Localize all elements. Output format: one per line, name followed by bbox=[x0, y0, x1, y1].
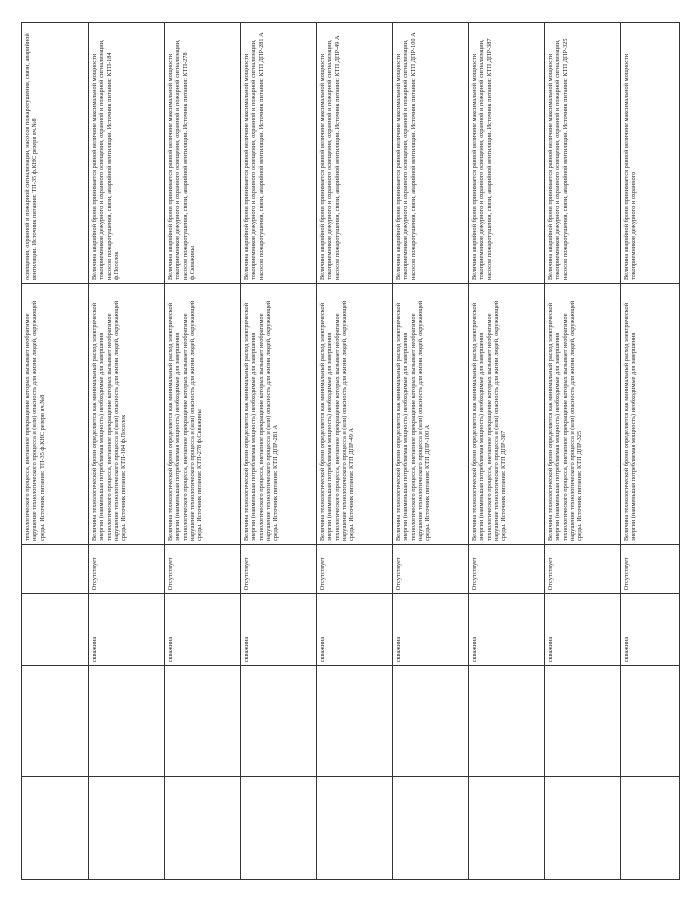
table-cell-status: Отсутствует bbox=[621, 545, 680, 594]
table-cell-emergency-reserve: Величина аварийной брони принимается равной величине максимальной мощности токоприемников дежурного и охранного освещения, охранной и пожарной сигнализации, насосов пожаротушения, связи, аварийной вентиляции. Источник питания: КТП-184 ф.Поселок bbox=[89, 23, 165, 284]
table-row bbox=[241, 23, 317, 880]
table-cell-empty bbox=[545, 666, 621, 777]
table-cell-status: Отсутствует bbox=[393, 545, 469, 594]
table-cell-type: скважина bbox=[545, 594, 621, 666]
table-cell-status: Отсутствует bbox=[241, 545, 317, 594]
table-cell-status: Отсутствует bbox=[469, 545, 545, 594]
table-cell-emergency-reserve: Величина аварийной брони принимается равной величине максимальной мощности токоприемников дежурного и охранного освещения, охранной и пожарной сигнализации, насосов пожаротушения, связи, аварийной вентиляции. Источник питания: КТП ДПР-281 А bbox=[241, 23, 317, 284]
table-cell-tech-reserve: Величина технологической брони определяется как минимальный расход электрической энергии (наименьшая потребляемая мощность) необходимые для завершения bbox=[621, 284, 680, 545]
table-cell-empty bbox=[165, 666, 241, 777]
table-row bbox=[317, 23, 393, 880]
table-cell-status: Отсутствует bbox=[545, 545, 621, 594]
table-cell-empty bbox=[621, 777, 680, 880]
table-cell-type: скважина bbox=[469, 594, 545, 666]
table-cell-empty bbox=[545, 777, 621, 880]
table-cell-empty bbox=[469, 666, 545, 777]
table-row bbox=[89, 23, 165, 880]
table-cell-empty bbox=[89, 666, 165, 777]
table-cell-emergency-reserve: Величина аварийной брони принимается равной величине максимальной мощности токоприемников дежурного и охранного освещения, охранной и пожарной сигнализации, насосов пожаротушения, связи, аварийной вентиляции. Источник питания: КТП ДПР-100 А bbox=[393, 23, 469, 284]
table-cell-type: скважина bbox=[317, 594, 393, 666]
table-cell-emergency-reserve: Величина аварийной брони принимается равной величине максимальной мощности токоприемников дежурного и охранного освещения, охранной и пожарной сигнализации, насосов пожаротушения, связи, аварийной вентиляции. Источник питания: КТП ДПР-325 bbox=[545, 23, 621, 284]
table-cell-tech-reserve: Величина технологической брони определяется как минимальный расход электрической энергии (наименьшая потребляемая мощность) необходимые для завершения технологического процесса, внезапное прекращение которых вызывает необратимое нарушение технологического процесса и (или) опасность для жизни людей, окружающей среды. Источник питания: КТП ДПР-325 bbox=[545, 284, 621, 545]
table-cell-empty bbox=[22, 777, 89, 880]
table-cell-empty bbox=[241, 666, 317, 777]
table-cell-type: скважина bbox=[241, 594, 317, 666]
table-cell-tech-reserve: Величина технологической брони определяется как минимальный расход электрической энергии (наименьшая потребляемая мощность) необходимые для завершения технологического процесса, внезапное прекращение которых вызывает необратимое нарушение технологического процесса и (или) опасность для жизни людей, окружающей среды. Источник питания: КТП ДПР-281 А bbox=[241, 284, 317, 545]
table-cell-emergency-reserve: Величина аварийной брони принимается равной величине максимальной мощности токоприемников дежурного и охранного освещения, охранной и пожарной сигнализации, насосов пожаротушения, связи, аварийной вентиляции. Источник питания: КТП ДПР-49 А bbox=[317, 23, 393, 284]
table-cell-empty bbox=[89, 777, 165, 880]
table-cell-status bbox=[22, 545, 89, 594]
table-cell-emergency-reserve: Величина аварийной брони принимается равной величине максимальной мощности токоприемников дежурного и охранного bbox=[621, 23, 680, 284]
table-cell-tech-reserve: Величина технологической брони определяется как минимальный расход электрической энергии (наименьшая потребляемая мощность) необходимые для завершения технологического процесса, внезапное прекращение которых вызывает необратимое нарушение технологического процесса и (или) опасность для жизни людей, окружающей среды. Источник питания: КТП-278 ф.Скважины bbox=[165, 284, 241, 545]
table-cell-empty bbox=[317, 777, 393, 880]
table-cell-empty bbox=[393, 777, 469, 880]
table-cell-status: Отсутствует bbox=[89, 545, 165, 594]
table-row bbox=[621, 23, 680, 880]
table-cell-status: Отсутствует bbox=[317, 545, 393, 594]
table-cell-tech-reserve: технологического процесса, внезапное прекращение которых вызывает необратимое нарушение технологического процесса и (или) опасность для жизни людей, окружающей среды. Источник питания: ТП-35 ф.КНС резерв яч.№8 bbox=[22, 284, 89, 545]
table-cell-type: скважина bbox=[621, 594, 680, 666]
table-row bbox=[545, 23, 621, 880]
table-cell-type: скважина bbox=[165, 594, 241, 666]
table-cell-empty bbox=[22, 666, 89, 777]
table-cell-empty bbox=[469, 777, 545, 880]
table-cell-emergency-reserve: освещения, охранной и пожарной сигнализации, насосов пожаротушения, связи, аварийной вентиляции. Источник питания: ТП-35 ф.КНС резерв яч.№8 bbox=[22, 23, 89, 284]
table-cell-type: скважина bbox=[89, 594, 165, 666]
table-row bbox=[22, 23, 89, 880]
table-cell-emergency-reserve: Величина аварийной брони принимается равной величине максимальной мощности токоприемников дежурного и охранного освещения, охранной и пожарной сигнализации, насосов пожаротушения, связи, аварийной вентиляции. Источник питания: КТП-278 ф.Скважины bbox=[165, 23, 241, 284]
table-cell-type bbox=[22, 594, 89, 666]
table-cell-emergency-reserve: Величина аварийной брони принимается равной величине максимальной мощности токоприемников дежурного и охранного освещения, охранной и пожарной сигнализации, насосов пожаротушения, связи, аварийной вентиляции. Источник питания: КТП ДПР-387 bbox=[469, 23, 545, 284]
table-cell-tech-reserve: Величина технологической брони определяется как минимальный расход электрической энергии (наименьшая потребляемая мощность) необходимые для завершения технологического процесса, внезапное прекращение которых вызывает необратимое нарушение технологического процесса и (или) опасность для жизни людей, окружающей среды. Источник питания: КТП ДПР-49 А bbox=[317, 284, 393, 545]
table-cell-empty bbox=[241, 777, 317, 880]
table-row bbox=[393, 23, 469, 880]
rotated-page bbox=[21, 22, 638, 880]
table-row bbox=[469, 23, 545, 880]
table-cell-tech-reserve: Величина технологической брони определяется как минимальный расход электрической энергии (наименьшая потребляемая мощность) необходимые для завершения технологического процесса, внезапное прекращение которых вызывает необратимое нарушение технологического процесса и (или) опасность для жизни людей, окружающей среды. Источник питания: КТП ДПР-100 А bbox=[393, 284, 469, 545]
table-cell-empty bbox=[393, 666, 469, 777]
table-cell-status: Отсутствует bbox=[165, 545, 241, 594]
table-cell-empty bbox=[317, 666, 393, 777]
table-cell-type: скважина bbox=[393, 594, 469, 666]
table-cell-tech-reserve: Величина технологической брони определяется как минимальный расход электрической энергии (наименьшая потребляемая мощность) необходимые для завершения технологического процесса, внезапное прекращение которых вызывает необратимое нарушение технологического процесса и (или) опасность для жизни людей, окружающей среды. Источник питания: КТП-184 ф.Поселок bbox=[89, 284, 165, 545]
table-cell-empty bbox=[165, 777, 241, 880]
table-cell-empty bbox=[621, 666, 680, 777]
table-row bbox=[165, 23, 241, 880]
table-cell-tech-reserve: Величина технологической брони определяется как минимальный расход электрической энергии (наименьшая потребляемая мощность) необходимые для завершения технологического процесса, внезапное прекращение которых вызывает необратимое нарушение технологического процесса и (или) опасность для жизни людей, окружающей среды. Источник питания: КТП ДПР-387 bbox=[469, 284, 545, 545]
reservation-table bbox=[21, 22, 680, 880]
